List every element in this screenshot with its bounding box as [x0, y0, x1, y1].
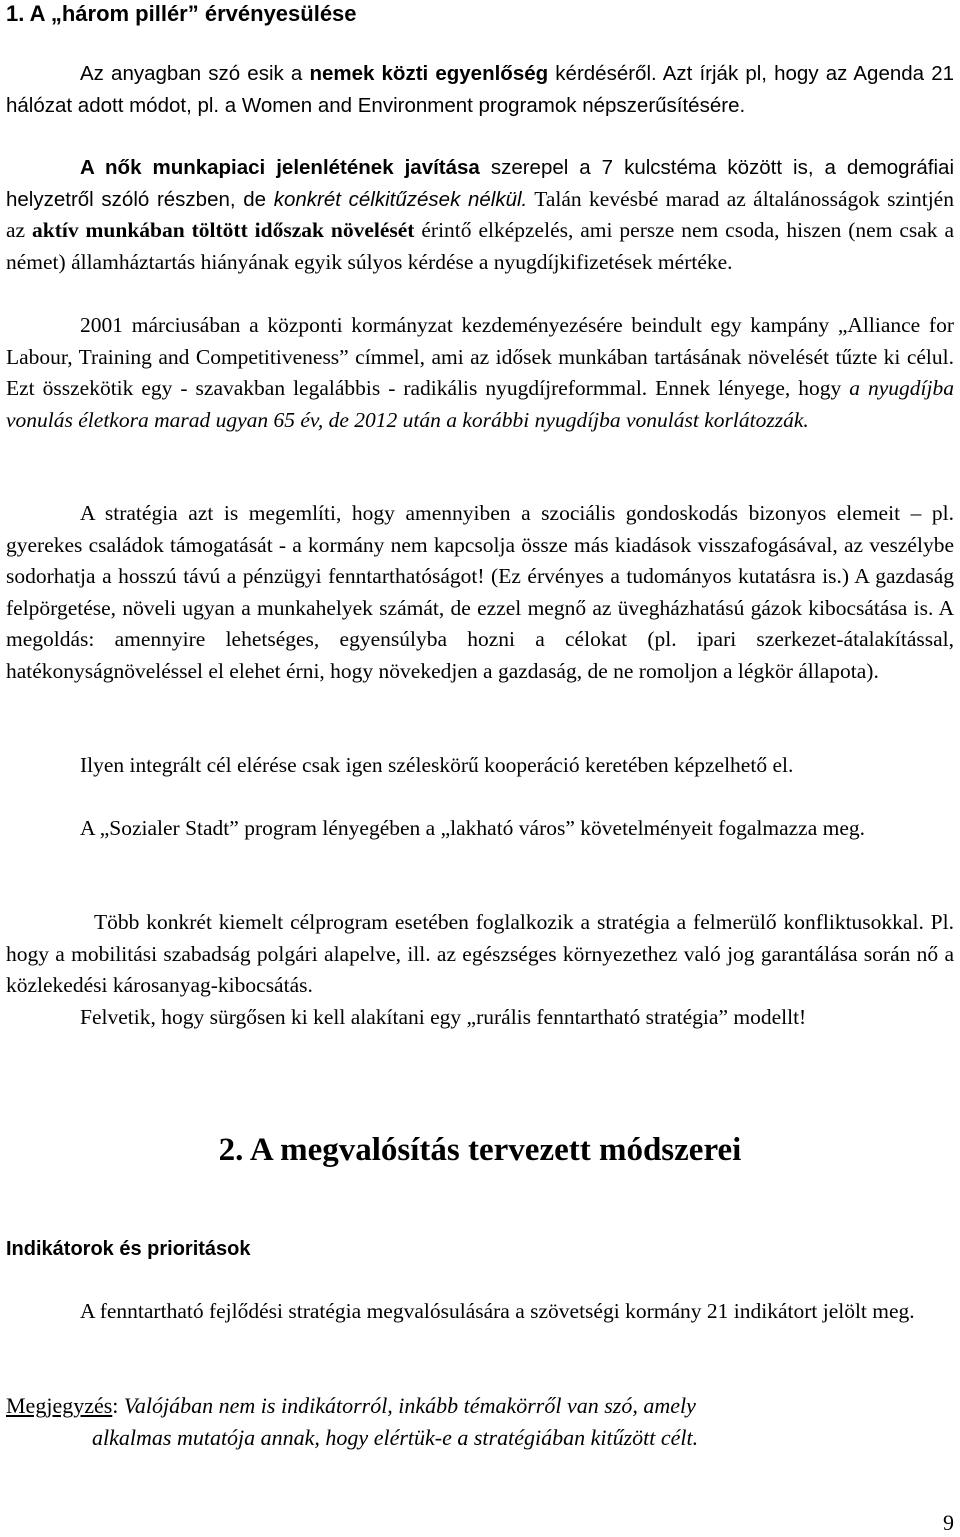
- note-label: Megjegyzés: [6, 1393, 113, 1418]
- note-line-1: [6, 1390, 954, 1422]
- bold-text: aktív munkában töltött időszak növelését: [32, 218, 415, 243]
- paragraph-women-labour: [6, 152, 954, 278]
- note-text: Valójában nem is indikátorról, inkább témakörről van szó, amely: [123, 1393, 696, 1418]
- note-text: alkalmas mutatója annak, hogy elértük-e a stratégiában kitűzött célt.: [92, 1425, 699, 1450]
- bold-text: nemek közti egyenlőség: [309, 62, 549, 85]
- text: Több konkrét kiemelt célprogram esetében foglalkozik a stratégia a felmerülő konfliktusokkal. Pl. hogy a mobilitási szabadság polgári alapelve, ill. az egészséges környezethez való jog garantálása során nő a közlekedési károsanyag-kibocsátás.: [6, 910, 954, 998]
- paragraph-campaign: [6, 310, 954, 436]
- paragraph-indicators: [6, 1296, 954, 1328]
- text: Ilyen integrált cél elérése csak igen széleskörű kooperáció keretében képzelhető el.: [80, 753, 794, 777]
- text: Felvetik, hogy sürgősen ki kell alakítani egy „rurális fenntartható stratégia” modellt!: [80, 1005, 807, 1029]
- bold-text: A nők munkapiaci jelenlétének javítása: [80, 156, 480, 179]
- text: szerepel a 7 kulcstéma között is, a demográfiai helyzetről szóló részben, de: [6, 156, 955, 211]
- text: A stratégia azt is megemlíti, hogy amennyiben a szociális gondoskodás bizonyos elemeit – pl. gyerekes családok támogatását - a kormány nem kapcsolja össze más kiadások visszafogásával, az veszélybe sodorhatja a hosszú távú a pénzügyi fenntarthatóságot! (Ez érvényes a tudományos kutatásra is.) A gazdaság felpörgetése, növeli ugyan a munkahelyek számát, de ezzel megnő az üvegházhatású gázok kibocsátása is. A megoldás: amennyire lehetséges, egyensúlyba hozni a célokat (pl. ipari szerkezet-átalakítással, hatékonyságnöveléssel el elehet érni, hogy növekedjen a gazdaság, de ne romoljon a légkör állapota).: [6, 501, 954, 683]
- paragraph-conflicts: [6, 907, 954, 1002]
- italic-text: konkrét célkitűzések nélkül.: [273, 187, 528, 211]
- page-number: 9: [943, 1510, 954, 1535]
- paragraph-cooperation: [6, 750, 954, 782]
- section-1-heading: 1. A „három pillér” érvényesülése: [6, 1, 357, 26]
- text: Talán kevésbé marad az általánosságok szintjén az: [6, 186, 954, 243]
- paragraph-sozialer-stadt: [6, 813, 954, 845]
- text: 2001 márciusában a központi kormányzat kezdeményezésére beindult egy kampány „Alliance for Labour, Training and Competitiveness” címmel, ami az idősek munkában tartásának növelését tűzte ki célul. Ezt összekötik egy - szavakban legalábbis - radikális nyugdíjreformmal. Ennek lényege, hogy: [6, 313, 954, 401]
- subsection-heading: Indikátorok és prioritások: [6, 1238, 251, 1260]
- text: A „Sozialer Stadt” program lényegében a „lakható város” követelményeit fogalmazza meg.: [80, 816, 866, 840]
- italic-text: a nyugdíjba vonulás életkora marad ugyan 65 év, de 2012 után a korábbi nyugdíjba vonulást korlátozzák.: [6, 376, 954, 432]
- text: kérdéséről. Azt írják pl, hogy az Agenda 21 hálózat adott módot, pl. a Women and Environment programok népszerűsítésére.: [6, 62, 954, 117]
- text: Az anyagban szó esik a: [80, 62, 310, 85]
- section-2-heading: 2. A megvalósítás tervezett módszerei: [218, 1132, 742, 1168]
- text: A fenntartható fejlődési stratégia megvalósulására a szövetségi kormány 21 indikátort jelölt meg.: [80, 1299, 915, 1323]
- note-separator: :: [112, 1393, 124, 1418]
- text: érintő elképzelés, ami persze nem csoda, hiszen (nem csak a német) államháztartás hiányának egyik súlyos kérdése a nyugdíjkifizetések mértéke.: [6, 218, 955, 274]
- note-line-2: [92, 1422, 954, 1454]
- paragraph-gender-equality: [6, 58, 954, 121]
- paragraph-rural-strategy: [6, 1002, 954, 1034]
- paragraph-strategy: [6, 498, 954, 688]
